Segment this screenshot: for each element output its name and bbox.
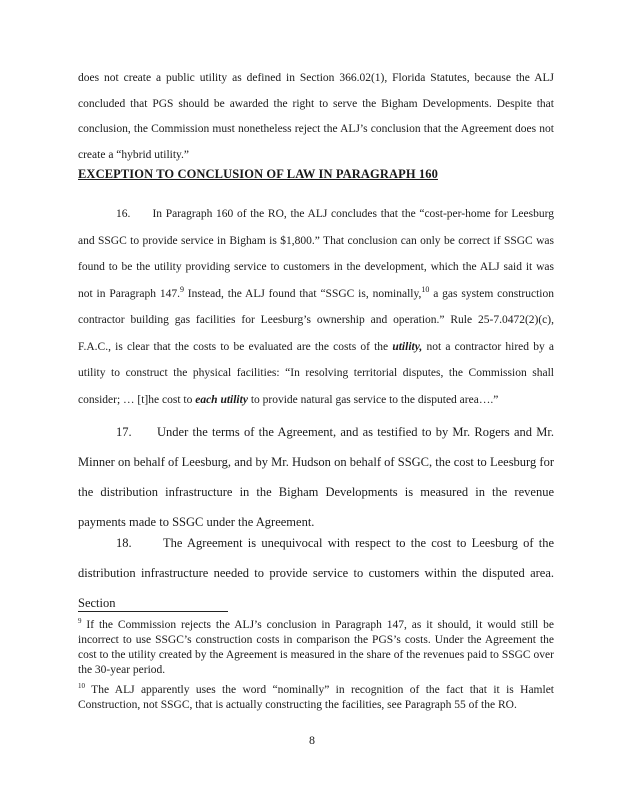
continued-paragraph: does not create a public utility as defined in Section 366.02(1), Florida Statutes, because the ALJ concluded that PGS should be awarded the right to serve the Bigham Developments. Despite that conclusion, the Commission must nonetheless reject the ALJ’s conclusion that the Agreement does not create a “hybrid utility.” bbox=[78, 72, 554, 161]
footnote-text: The ALJ apparently uses the word “nominally” in recognition of the fact that it is Hamlet Construction, not SSGC, that is actually constructing the facilities, see Paragraph 55 of the RO. bbox=[78, 684, 554, 711]
paragraph-16-text-c: a gas system construction contractor building gas facilities for Leesburg’s ownership and operation.” Rule 25-7.0472(2)(c), F.A.C., is clear that the costs to be evaluated are the costs of the bbox=[78, 287, 554, 353]
page-number: 8 bbox=[309, 733, 315, 747]
paragraph-number: 17. bbox=[116, 425, 132, 439]
paragraph-18-block bbox=[78, 528, 554, 618]
paragraph-17-text: Under the terms of the Agreement, and as testified to by Mr. Rogers and Mr. Minner on behalf of Leesburg, and by Mr. Hudson on behalf of SSGC, the cost to Leesburg for the distribution infrastructure in the Bigham Developments is measured in the revenue payments made to SSGC under the Agreement. bbox=[78, 425, 555, 529]
footnote-9 bbox=[78, 618, 554, 678]
body-text-top bbox=[78, 66, 554, 168]
paragraph-number: 18. bbox=[116, 536, 132, 550]
paragraph-16-text-a: In Paragraph 160 of the RO, the ALJ concludes that the “cost-per-home for Leesburg and SSGC to provide service in Bigham is $1,800.” That conclusion can only be correct if SSGC was found to be the utility providing service to customers in the development, which the ALJ said it was not in Paragraph 147. bbox=[78, 208, 554, 300]
footnote-ref-9: 9 bbox=[179, 284, 184, 294]
footnote-10 bbox=[78, 683, 554, 713]
paragraph-16-text-e: to provide natural gas service to the disputed area….” bbox=[247, 393, 499, 406]
emphasis-each-utility: each utility bbox=[195, 393, 248, 406]
paragraph-16 bbox=[78, 201, 554, 413]
footnote-divider bbox=[78, 611, 228, 612]
paragraph-17 bbox=[78, 417, 554, 537]
emphasis-utility: utility, bbox=[392, 340, 423, 353]
footnote-mark: 10 bbox=[78, 682, 85, 691]
footnote-text: If the Commission rejects the ALJ’s conclusion in Paragraph 147, as it should, it would still be incorrect to use SSGC’s construction costs in comparison the PGS’s costs. Under the Agreement the cost to the utility created by the Agreement is measured in the share of the revenues paid to SSGC over the 30-year period. bbox=[78, 619, 554, 676]
paragraph-16-block bbox=[78, 201, 554, 413]
footnote-mark: 9 bbox=[78, 617, 82, 626]
paragraph-16-text-b: Instead, the ALJ found that “SSGC is, nominally, bbox=[183, 287, 422, 300]
section-heading: EXCEPTION TO CONCLUSION OF LAW IN PARAGRAPH 160 bbox=[78, 167, 438, 181]
footnote-ref-10: 10 bbox=[421, 284, 430, 294]
paragraph-16-text-d: not a contractor hired by a utility to construct the physical facilities: “In resolving territorial disputes, the Commission shall consider; … [t]he cost to bbox=[78, 340, 554, 406]
paragraph-number: 16. bbox=[116, 208, 131, 220]
paragraph-18 bbox=[78, 528, 554, 618]
paragraph-17-block bbox=[78, 417, 554, 537]
paragraph-18-text: The Agreement is unequivocal with respect to the cost to Leesburg of the distribution infrastructure needed to provide service to customers within the disputed area. Section bbox=[78, 536, 555, 610]
